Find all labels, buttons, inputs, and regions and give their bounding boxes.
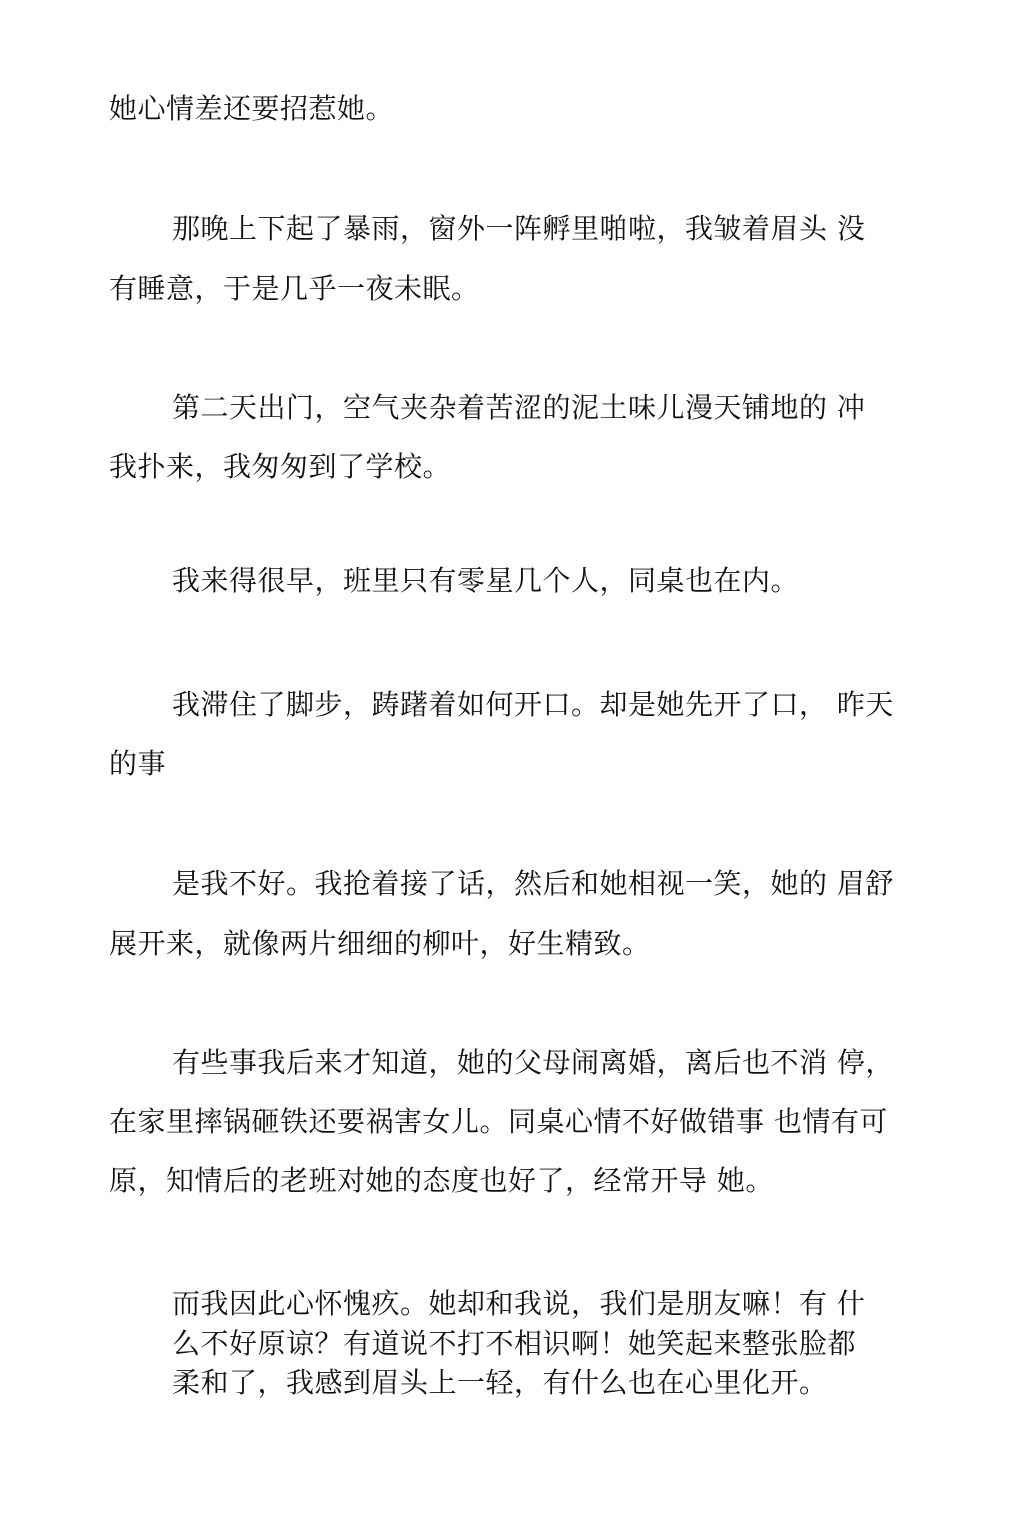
paragraph-line: 第二天出门，空气夹杂着苦涩的泥土味儿漫天铺地的 冲	[172, 391, 866, 424]
paragraph-line: 她心情差还要招惹她。	[109, 92, 395, 125]
paragraph-line: 我滞住了脚步，踌躇着如何开口。却是她先开了口， 昨天	[172, 688, 894, 721]
paragraph-line: 在家里摔锅砸铁还要祸害女儿。同桌心情不好做错事 也情有可	[109, 1105, 888, 1138]
paragraph-line: 有些事我后来才知道，她的父母闹离婚，离后也不消 停，	[172, 1046, 894, 1079]
paragraph-line: 而我因此心怀愧疚。她却和我说，我们是朋友嘛！有 什	[172, 1287, 866, 1320]
paragraph-line: 原，知情后的老班对她的态度也好了，经常开导 她。	[109, 1164, 774, 1197]
paragraph-line: 是我不好。我抢着接了话，然后和她相视一笑，她的 眉舒	[172, 867, 894, 900]
paragraph-line: 有睡意，于是几乎一夜未眠。	[109, 272, 480, 305]
paragraph-line: 柔和了，我感到眉头上一轻，有什么也在心里化开。	[172, 1366, 828, 1399]
paragraph-line: 我扑来，我匆匆到了学校。	[109, 450, 452, 483]
paragraph-line: 么不好原谅？有道说不打不相识啊！她笑起来整张脸都	[172, 1327, 857, 1360]
paragraph-line: 那晚上下起了暴雨，窗外一阵孵里啪啦，我皱着眉头 没	[172, 212, 866, 245]
paragraph-line: 我来得很早，班里只有零星几个人，同桌也在内。	[172, 564, 800, 597]
paragraph-line: 展开来，就像两片细细的柳叶，好生精致。	[109, 927, 651, 960]
paragraph-line: 的事	[109, 747, 167, 780]
